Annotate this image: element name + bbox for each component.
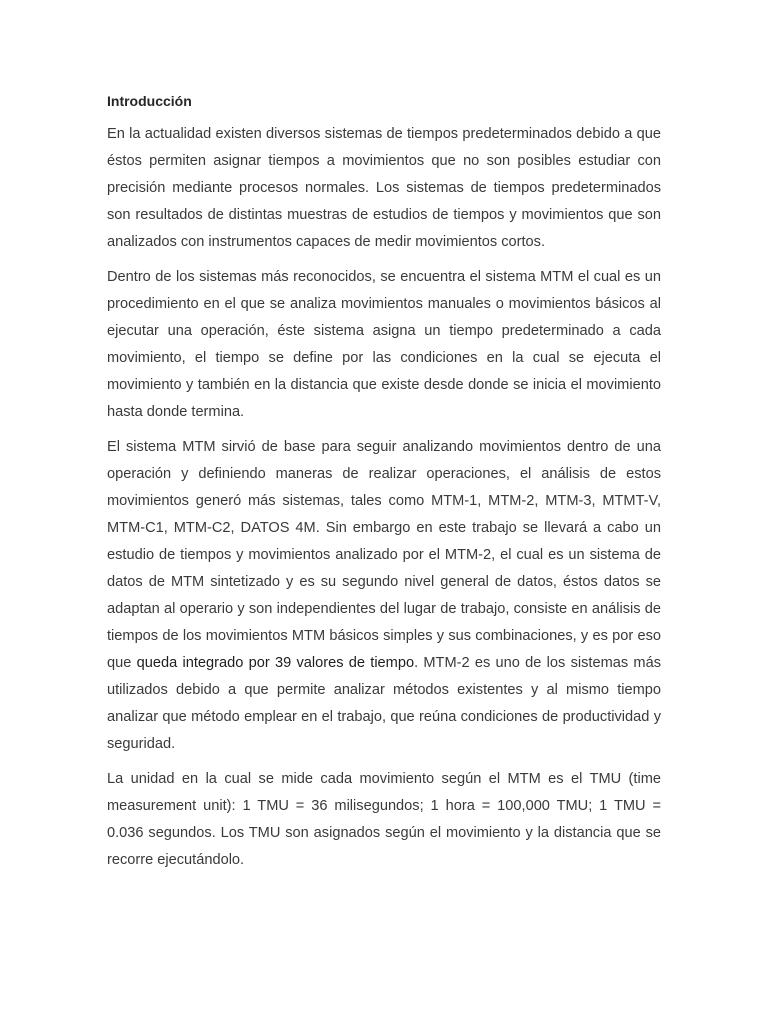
paragraph-2: Dentro de los sistemas más reconocidos, se encuentra el sistema MTM el cual es un procedimiento en el que se analiza movimientos manuales o movimientos básicos al ejecutar una operación, éste sistema asigna un tiempo predeterminado a cada movimiento, el tiempo se define por las condiciones en la cual se ejecuta el movimiento y también en la distancia que existe desde donde se inicia el movimiento hasta donde termina. (107, 269, 661, 420)
paragraph-3-part-2: . MTM-2 es uno de los sistemas más utilizados debido a que permite analizar métodos existentes y al mismo tiempo analizar que método emplear en el trabajo, que reúna condiciones de productividad y seguridad. (107, 655, 662, 752)
section-heading: Introducción (107, 93, 192, 109)
paragraph-4: La unidad en la cual se mide cada movimiento según el MTM es el TMU (time measurement unit): 1 TMU = 36 milisegundos; 1 hora = 100,000 TMU; 1 TMU = 0.036 segundos. Los TMU son asignados según el movimiento y la distancia que se recorre ejecutándolo. (107, 771, 661, 868)
paragraph-3-highlight: queda integrado por 39 valores de tiempo (136, 655, 415, 671)
paragraph-3 (107, 434, 661, 758)
paragraph-3-part-1: El sistema MTM sirvió de base para seguir analizando movimientos dentro de una operación y definiendo maneras de realizar operaciones, el análisis de estos movimientos generó más sistemas, tales como MTM-1, MTM-2, MTM-3, MTMT-V, MTM-C1, MTM-C2, DATOS 4M. Sin embargo en este trabajo se llevará a cabo un estudio de tiempos y movimientos analizado por el MTM-2, el cual es un sistema de datos de MTM sintetizado y es su segundo nivel general de datos, éstos datos se adaptan al operario y son independientes del lugar de trabajo, consiste en análisis de tiempos de los movimientos MTM básicos simples y sus combinaciones, y es por eso que (107, 439, 661, 671)
paragraph-1: En la actualidad existen diversos sistemas de tiempos predeterminados debido a que éstos permiten asignar tiempos a movimientos que no son posibles estudiar con precisión mediante procesos normales. Los sistemas de tiempos predeterminados son resultados de distintas muestras de estudios de tiempos y movimientos que son analizados con instrumentos capaces de medir movimientos cortos. (107, 126, 661, 250)
